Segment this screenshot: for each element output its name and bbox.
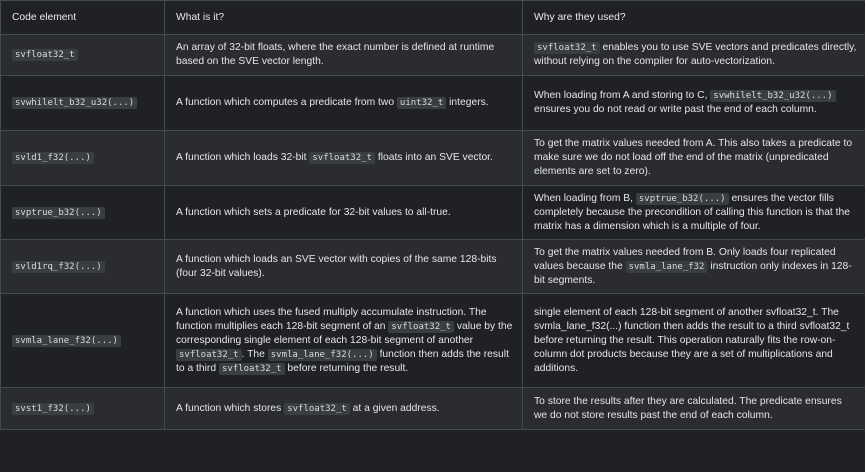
cell-code (1, 186, 165, 240)
table-row (1, 388, 865, 430)
cell-code (1, 388, 165, 430)
code-snippet: svwhilelt_b32_u32(...) (710, 90, 835, 102)
code-snippet: svwhilelt_b32_u32(...) (12, 97, 137, 109)
text-segment: before returning the result. (284, 362, 409, 374)
code-snippet: svmla_lane_f32 (626, 261, 708, 273)
text-segment: A function which uses the fused multiply accumulate instruction. The function multiplies each 128-bit segment of an (176, 306, 487, 332)
cell-why (523, 76, 865, 131)
cell-code (1, 76, 165, 131)
cell-code (1, 131, 165, 186)
text-segment: An array of 32-bit floats, where the exact number is defined at runtime based on the SVE vector length. (176, 42, 495, 67)
cell-code (1, 240, 165, 294)
code-snippet: svfloat32_t (309, 152, 375, 164)
cell-what (165, 76, 523, 131)
cell-why (523, 388, 865, 430)
header-why-used: Why are they used? (523, 1, 865, 35)
code-snippet: svld1_f32(...) (12, 152, 94, 164)
code-snippet: svst1_f32(...) (12, 403, 94, 415)
code-snippet: svfloat32_t (176, 349, 242, 361)
table-row (1, 240, 865, 294)
table-header-row (1, 1, 865, 35)
text-segment: A function which computes a predicate from two (176, 97, 397, 108)
text-segment: ensures the vector fills completely because the precondition of calling this function is that the matrix has a dimension which is a multiple of four. (534, 192, 850, 232)
code-snippet: svptrue_b32(...) (12, 207, 105, 219)
header-what-is-it: What is it? (165, 1, 523, 35)
header-code-element: Code element (1, 1, 165, 35)
table-row (1, 76, 865, 131)
cell-what (165, 240, 523, 294)
text-segment: ensures you do not read or write past the end of each column. (534, 104, 817, 115)
code-snippet: svfloat32_t (12, 49, 78, 61)
text-segment: To get the matrix values needed from B. Only loads four replicated values because the (534, 246, 836, 272)
cell-what (165, 294, 523, 388)
cell-why (523, 240, 865, 294)
code-snippet: svmla_lane_f32(...) (268, 349, 377, 361)
text-segment: at a given address. (349, 402, 440, 414)
cell-why (523, 35, 865, 76)
text-segment: When loading from A and storing to C, (534, 90, 711, 101)
cell-what (165, 131, 523, 186)
text-segment: single element of each 128-bit segment of another svfloat32_t. The svmla_lane_f32(...) function then adds the result to a third svfloat32_t before returning the result. This operation naturally fits the row-on-column dot products because they are a set of multiplications and additions. (534, 306, 850, 374)
text-segment: To store the results after they are calculated. The predicate ensures we do not store results past the end of each column. (534, 395, 842, 421)
code-snippet: uint32_t (397, 97, 446, 109)
text-segment: When loading from B, (534, 192, 636, 204)
table-row (1, 186, 865, 240)
cell-what (165, 35, 523, 76)
code-snippet: svld1rq_f32(...) (12, 261, 105, 273)
text-segment: function then adds the result to a third (176, 348, 509, 374)
text-segment: To get the matrix values needed from A. This also takes a predicate to make sure we do not load off the end of the matrix (unpredicated elements are set to zero). (534, 138, 853, 177)
cell-code (1, 35, 165, 76)
cell-what (165, 388, 523, 430)
code-snippet: svfloat32_t (284, 403, 350, 415)
text-segment: integers. (446, 97, 489, 108)
table-row (1, 131, 865, 186)
table-row (1, 294, 865, 388)
table-row (1, 35, 865, 76)
text-segment: floats into an SVE vector. (374, 152, 493, 163)
code-snippet: svfloat32_t (219, 363, 285, 375)
cell-why (523, 131, 865, 186)
text-segment: value by the corresponding single element of each 128-bit segment of another (176, 320, 513, 346)
text-segment: A function which loads an SVE vector with copies of the same 128-bits (four 32-bit values). (176, 253, 497, 279)
text-segment: A function which loads 32-bit (176, 152, 310, 163)
text-segment: A function which sets a predicate for 32-bit values to all-true. (176, 206, 451, 218)
code-snippet: svfloat32_t (534, 42, 600, 54)
code-snippet: svfloat32_t (388, 321, 454, 333)
cell-why (523, 294, 865, 388)
cell-code (1, 294, 165, 388)
code-snippet: svmla_lane_f32(...) (12, 335, 121, 347)
text-segment: . The (241, 348, 268, 360)
text-segment: A function which stores (176, 402, 285, 414)
code-snippet: svptrue_b32(...) (636, 193, 729, 205)
cell-what (165, 186, 523, 240)
cell-why (523, 186, 865, 240)
text-segment: instruction only indexes in 128-bit segments. (534, 260, 852, 286)
text-segment: enables you to use SVE vectors and predicates directly, without relying on the compiler for auto-vectorization. (534, 42, 857, 67)
